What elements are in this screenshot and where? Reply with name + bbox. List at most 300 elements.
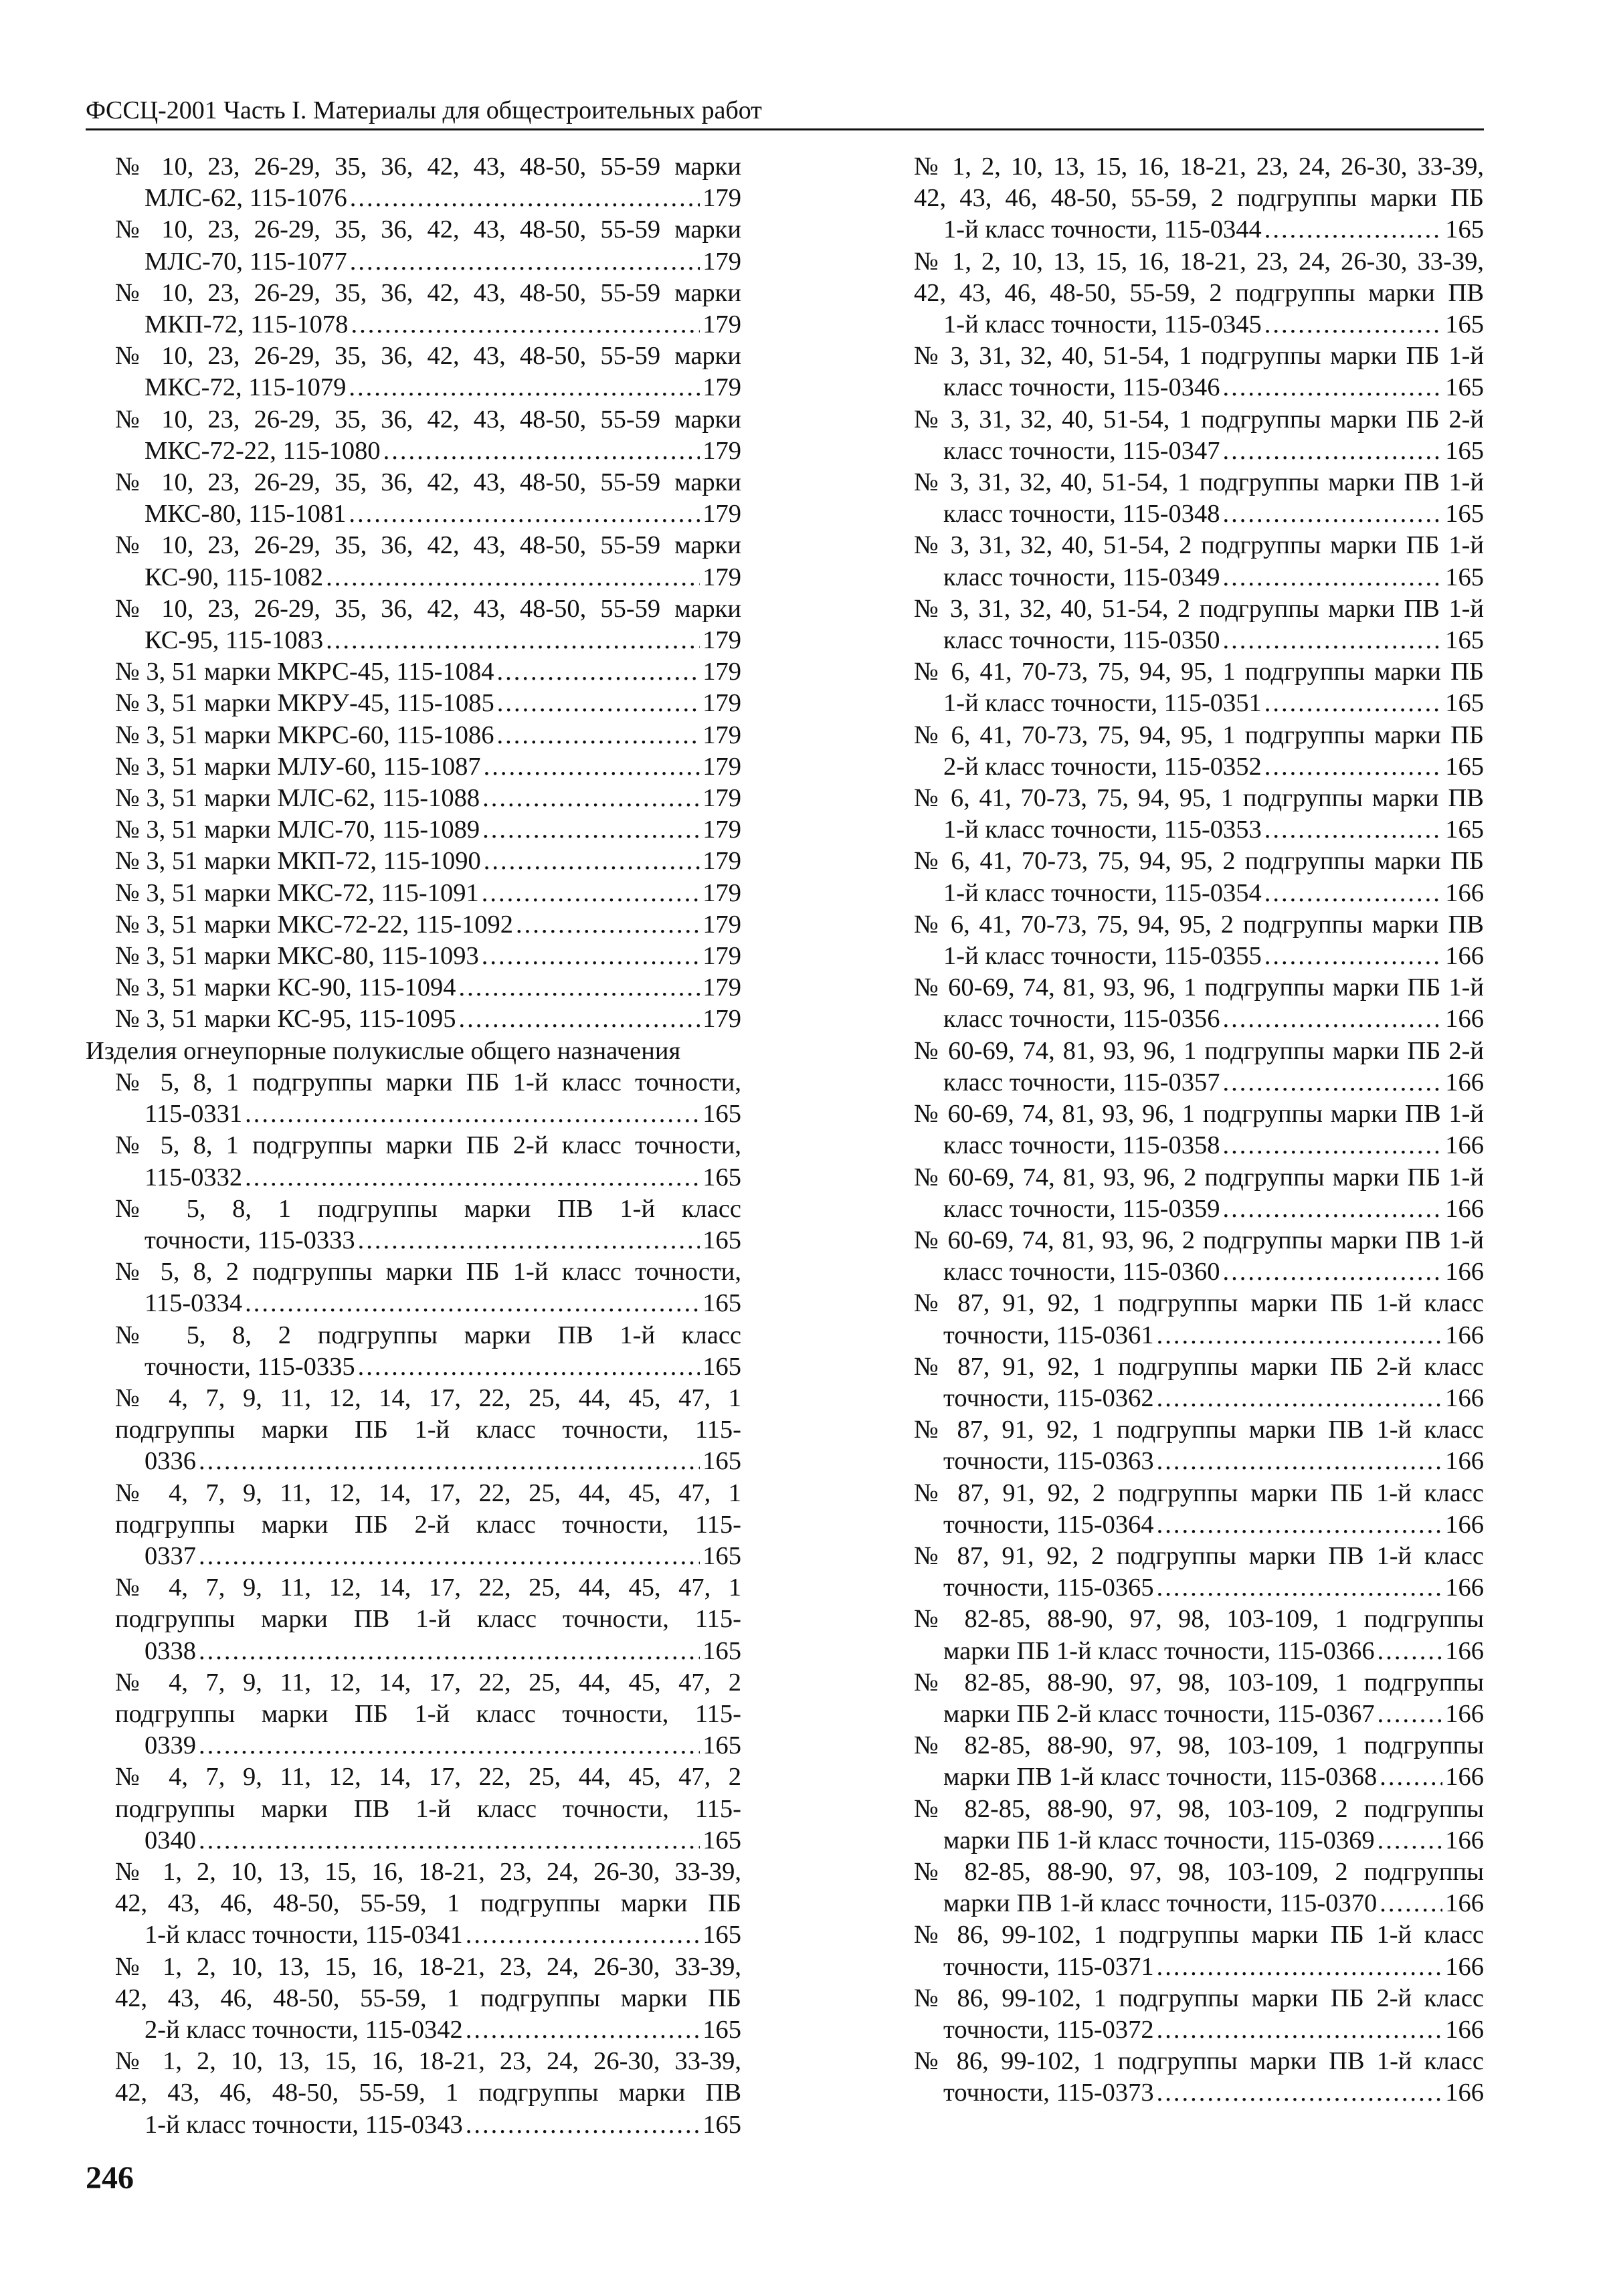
entry-page-ref: 166 [1445,1889,1484,1918]
dot-leader [1157,1509,1443,1541]
dot-leader [383,436,700,467]
index-entry [86,151,741,214]
entry-last-line [943,1383,1484,1414]
entry-text-line: № 10, 23, 26-29, 35, 36, 42, 43, 48-50, 55-59 марки [115,153,741,181]
entry-last-line [145,183,741,214]
index-entry [884,1478,1484,1541]
entry-text-line: № 60-69, 74, 81, 93, 96, 1 подгруппы марки ПБ 1-й [914,973,1484,1002]
entry-text-line: № 4, 7, 9, 11, 12, 14, 17, 22, 25, 44, 45, 47, 1 [115,1573,741,1602]
entry-code: точности, 115-0364 [943,1510,1154,1539]
entry-last-line [943,2014,1484,2046]
index-entry [86,214,741,277]
entry-text-line: № 4, 7, 9, 11, 12, 14, 17, 22, 25, 44, 45, 47, 2 [115,1668,741,1697]
entry-code: точности, 115-0373 [943,2079,1154,2107]
dot-leader [245,1098,700,1130]
entry-page-ref: 165 [702,2015,741,2044]
index-entry [86,278,741,341]
dot-leader [245,1162,700,1193]
entry-last-line [145,1288,741,1319]
index-entry [884,1414,1484,1477]
entry-text-line: 42, 43, 46, 48-50, 55-59, 2 подгруппы марки ПБ [914,184,1484,213]
dot-leader [199,1825,700,1856]
entry-text-line: 42, 43, 46, 48-50, 55-59, 1 подгруппы марки ПВ [115,2079,741,2107]
index-column-left [86,151,741,2141]
entry-text-line: № 1, 2, 10, 13, 15, 16, 18-21, 23, 24, 26-30, 33-39, [115,1857,741,1886]
entry-last-line [115,909,741,941]
entry-text-line: № 5, 8, 1 подгруппы марки ПВ 1-й класс [115,1194,741,1223]
index-entry [86,972,741,1003]
entry-code: класс точности, 115-0358 [943,1131,1220,1160]
entry-last-line [943,751,1484,783]
entry-page-ref: 166 [1445,1573,1484,1602]
entry-page-ref: 165 [1445,373,1484,402]
dot-leader [466,2014,700,2046]
entry-page-ref: 166 [1445,942,1484,971]
entry-last-line [145,1730,741,1761]
entry-page-ref: 165 [702,1921,741,1949]
entry-page-ref: 165 [1445,752,1484,781]
entry-page-ref: 179 [702,816,741,844]
entry-text-line: № 86, 99-102, 1 подгруппы марки ПВ 1-й класс [914,2047,1484,2076]
dot-leader [1380,1761,1442,1793]
index-entry [86,2046,741,2141]
dot-leader [1264,214,1442,246]
entry-code: 1-й класс точности, 115-0351 [943,689,1262,718]
dot-leader [466,2109,700,2141]
index-entry [86,1951,741,2046]
dot-leader [516,909,700,941]
entry-last-line [145,1541,741,1572]
entry-code: № 3, 51 марки МКП-72, 115-1090 [115,847,481,876]
entry-code: точности, 115-0363 [943,1447,1154,1476]
entry-code: МЛС-70, 115-1077 [145,247,347,276]
dot-leader [497,656,700,688]
entry-code: марки ПБ 2-й класс точности, 115-0367 [943,1699,1375,1728]
entry-page-ref: 179 [702,1005,741,1034]
entry-last-line [943,878,1484,909]
index-entry [884,1794,1484,1856]
entry-last-line [943,214,1484,246]
index-entry [86,1383,741,1478]
entry-last-line [145,1919,741,1951]
dot-leader [1222,1256,1442,1288]
entry-last-line [943,1003,1484,1035]
index-entry [884,1604,1484,1666]
entry-text-line: № 82-85, 88-90, 97, 98, 103-109, 1 подгруппы [914,1731,1484,1760]
entry-code: точности, 115-0333 [145,1226,355,1254]
entry-last-line [115,941,741,972]
entry-code: 0338 [145,1636,196,1665]
index-entry [884,846,1484,908]
entry-last-line [145,2109,741,2141]
entry-code: 1-й класс точности, 115-0353 [943,816,1262,844]
index-entry [86,1761,741,1856]
entry-text-line: № 4, 7, 9, 11, 12, 14, 17, 22, 25, 44, 45, 47, 1 [115,1478,741,1507]
index-entry [884,404,1484,467]
entry-page-ref: 179 [702,500,741,529]
entry-code: марки ПВ 1-й класс точности, 115-0370 [943,1889,1378,1918]
entry-last-line [145,498,741,530]
dot-leader [1157,1446,1443,1477]
index-entry [884,1541,1484,1604]
dot-leader [350,183,700,214]
entry-page-ref: 166 [1445,2015,1484,2044]
entry-last-line [145,1825,741,1856]
entry-last-line [943,1888,1484,1919]
dot-leader [1378,1699,1443,1730]
entry-code: № 3, 51 марки МКС-72, 115-1091 [115,878,479,907]
entry-text-line: № 5, 8, 1 подгруппы марки ПБ 2-й класс точности, [115,1131,741,1160]
entry-last-line [943,2077,1484,2109]
entry-page-ref: 166 [1445,2079,1484,2107]
entry-text-line: № 1, 2, 10, 13, 15, 16, 18-21, 23, 24, 26-30, 33-39, [914,247,1484,276]
index-entry [86,593,741,656]
entry-code: класс точности, 115-0350 [943,626,1220,655]
dot-leader [1222,498,1442,530]
entry-last-line [943,1320,1484,1351]
entry-last-line [145,372,741,403]
entry-code: 0339 [145,1731,196,1760]
entry-page-ref: 179 [702,184,741,213]
entry-page-ref: 179 [702,847,741,876]
entry-last-line [943,1446,1484,1477]
page-number: 246 [86,2160,134,2196]
dot-leader [1157,1951,1443,1983]
index-entry [86,404,741,467]
index-entry [86,1256,741,1319]
entry-text-line: № 86, 99-102, 1 подгруппы марки ПБ 2-й класс [914,1984,1484,2012]
entry-last-line [943,1193,1484,1225]
dot-leader [1264,688,1442,719]
index-entry [86,1572,741,1667]
entry-text-line: № 82-85, 88-90, 97, 98, 103-109, 1 подгруппы [914,1605,1484,1634]
entry-text-line: № 10, 23, 26-29, 35, 36, 42, 43, 48-50, 55-59 марки [115,468,741,497]
index-entry [884,1667,1484,1730]
entry-last-line [943,1067,1484,1098]
dot-leader [484,846,700,877]
dot-leader [245,1288,700,1319]
entry-text-line: № 6, 41, 70-73, 75, 94, 95, 1 подгруппы марки ПВ [914,784,1484,813]
entry-text-line: № 10, 23, 26-29, 35, 36, 42, 43, 48-50, 55-59 марки [115,405,741,434]
entry-last-line [943,309,1484,341]
entry-last-line [943,1509,1484,1541]
dot-leader [1157,2014,1443,2046]
entry-code: № 3, 51 марки МКС-80, 115-1093 [115,942,479,971]
dot-leader [1222,1003,1442,1035]
index-entry [86,1478,741,1573]
entry-code: МКС-80, 115-1081 [145,500,347,529]
index-entry [884,593,1484,656]
dot-leader [482,878,700,909]
entry-text-line: подгруппы марки ПБ 2-й класс точности, 115- [115,1510,741,1539]
entry-code: 1-й класс точности, 115-0343 [145,2110,463,2139]
entry-text-line: 42, 43, 46, 48-50, 55-59, 1 подгруппы марки ПБ [115,1984,741,2012]
entry-text-line: № 10, 23, 26-29, 35, 36, 42, 43, 48-50, 55-59 марки [115,342,741,371]
entry-text-line: № 3, 31, 32, 40, 51-54, 1 подгруппы марки ПБ 1-й [914,342,1484,371]
dot-leader [1222,1067,1442,1098]
entry-page-ref: 166 [1445,1510,1484,1539]
entry-page-ref: 165 [702,1636,741,1665]
dot-leader [199,1446,700,1477]
index-entry [884,1036,1484,1098]
entry-page-ref: 179 [702,373,741,402]
entry-page-ref: 166 [1445,1699,1484,1728]
entry-page-ref: 165 [1445,500,1484,529]
entry-text-line: № 10, 23, 26-29, 35, 36, 42, 43, 48-50, 55-59 марки [115,278,741,307]
entry-last-line [943,498,1484,530]
dot-leader [1222,562,1442,593]
index-entry [884,246,1484,341]
entry-page-ref: 166 [1445,1258,1484,1286]
entry-code: № 3, 51 марки МКРС-45, 115-1084 [115,658,494,686]
entry-code: класс точности, 115-0360 [943,1258,1220,1286]
entry-page-ref: 166 [1445,1131,1484,1160]
entry-text-line: № 6, 41, 70-73, 75, 94, 95, 2 подгруппы марки ПБ [914,847,1484,876]
index-entry [86,688,741,719]
entry-code: № 3, 51 марки КС-90, 115-1094 [115,973,456,1002]
entry-page-ref: 179 [702,721,741,749]
entry-text-line: № 87, 91, 92, 1 подгруппы марки ПБ 2-й класс [914,1352,1484,1381]
index-entry [884,909,1484,972]
entry-last-line [145,246,741,278]
entry-page-ref: 166 [1445,1447,1484,1476]
entry-page-ref: 179 [702,910,741,939]
entry-text-line: № 4, 7, 9, 11, 12, 14, 17, 22, 25, 44, 45, 47, 1 [115,1383,741,1412]
entry-page-ref: 166 [1445,1763,1484,1792]
entry-last-line [115,720,741,751]
entry-code: 1-й класс точности, 115-0345 [943,310,1262,339]
entry-last-line [145,562,741,593]
index-entry [86,530,741,593]
entry-page-ref: 166 [1445,1321,1484,1349]
entry-page-ref: 165 [1445,563,1484,591]
entry-page-ref: 179 [702,247,741,276]
dot-leader [1222,372,1442,403]
entry-text-line: № 3, 31, 32, 40, 51-54, 1 подгруппы марки ПБ 2-й [914,405,1484,434]
running-title: ФССЦ-2001 Часть I. Материалы для общестроительных работ [86,96,762,124]
entry-page-ref: 179 [702,784,741,813]
entry-last-line [943,1572,1484,1604]
entry-page-ref: 166 [1445,1636,1484,1665]
entry-last-line [115,1003,741,1035]
entry-code: 2-й класс точности, 115-0352 [943,752,1262,781]
dot-leader [358,1225,700,1256]
entry-page-ref: 179 [702,310,741,339]
entry-code: № 3, 51 марки МКРС-60, 115-1086 [115,721,494,749]
index-entry [86,1067,741,1130]
entry-code: марки ПБ 1-й класс точности, 115-0366 [943,1636,1375,1665]
index-entry [884,2046,1484,2109]
entry-page-ref: 165 [702,1226,741,1254]
entry-last-line [115,878,741,909]
index-entry [884,1288,1484,1351]
entry-page-ref: 165 [1445,215,1484,244]
entry-text-line: № 87, 91, 92, 1 подгруппы марки ПВ 1-й класс [914,1416,1484,1444]
entry-page-ref: 179 [702,689,741,718]
dot-leader [199,1636,700,1667]
entry-code: 1-й класс точности, 115-0355 [943,942,1262,971]
entry-code: КС-90, 115-1082 [145,563,324,591]
entry-page-ref: 166 [1445,1005,1484,1034]
entry-last-line [943,941,1484,972]
entry-text-line: № 82-85, 88-90, 97, 98, 103-109, 2 подгруппы [914,1794,1484,1823]
dot-leader [199,1541,700,1572]
dot-leader [351,309,700,341]
index-entry [86,783,741,814]
entry-code: МКП-72, 115-1078 [145,310,349,339]
entry-code: 2-й класс точности, 115-0342 [145,2015,463,2044]
entry-text-line: № 1, 2, 10, 13, 15, 16, 18-21, 23, 24, 26-30, 33-39, [914,153,1484,181]
entry-last-line [943,1825,1484,1856]
entry-page-ref: 179 [702,626,741,655]
entry-text-line: № 87, 91, 92, 2 подгруппы марки ПВ 1-й класс [914,1541,1484,1570]
entry-code: марки ПВ 1-й класс точности, 115-0368 [943,1763,1378,1792]
entry-code: класс точности, 115-0347 [943,436,1220,465]
entry-text-line: № 3, 31, 32, 40, 51-54, 2 подгруппы марки ПВ 1-й [914,594,1484,623]
entry-code: класс точности, 115-0356 [943,1005,1220,1034]
entry-code: 1-й класс точности, 115-0344 [943,215,1262,244]
dot-leader [1264,814,1442,846]
entry-page-ref: 165 [1445,310,1484,339]
entry-code: № 3, 51 марки КС-95, 115-1095 [115,1005,456,1034]
entry-code: 0340 [145,1826,196,1854]
entry-code: № 3, 51 марки МКС-72-22, 115-1092 [115,910,514,939]
dot-leader [1157,1572,1443,1604]
index-entry [86,1667,741,1762]
entry-last-line [115,688,741,719]
index-entry [86,909,741,941]
index-entry [86,1320,741,1383]
index-entry [86,1003,741,1035]
index-entry [86,656,741,688]
entry-last-line [943,1951,1484,1983]
index-entry [86,341,741,403]
entry-code: КС-95, 115-1083 [145,626,324,655]
index-entry [884,151,1484,246]
entry-code: точности, 115-0371 [943,1952,1154,1981]
entry-page-ref: 165 [702,2110,741,2139]
entry-code: класс точности, 115-0357 [943,1068,1220,1096]
entry-last-line [145,1446,741,1477]
dot-leader [1264,941,1442,972]
entry-last-line [145,625,741,656]
index-entry [86,467,741,530]
entry-code: класс точности, 115-0348 [943,500,1220,529]
entry-code: 0337 [145,1541,196,1570]
entry-page-ref: 165 [1445,689,1484,718]
dot-leader [358,1351,700,1383]
entry-text-line: № 1, 2, 10, 13, 15, 16, 18-21, 23, 24, 26-30, 33-39, [115,1952,741,1981]
dot-leader [458,972,700,1003]
entry-text-line: подгруппы марки ПБ 1-й класс точности, 115- [115,1699,741,1728]
entry-code: 115-0331 [145,1100,243,1129]
dot-leader [1264,878,1442,909]
entry-page-ref: 165 [702,1163,741,1191]
entry-last-line [943,1636,1484,1667]
index-entry [884,1098,1484,1161]
entry-page-ref: 166 [1445,878,1484,907]
entry-page-ref: 165 [1445,436,1484,465]
entry-code: № 3, 51 марки МЛУ-60, 115-1087 [115,752,481,781]
index-entry [884,972,1484,1035]
entry-code: № 3, 51 марки МКРУ-45, 115-1085 [115,689,494,718]
entry-last-line [145,1351,741,1383]
entry-page-ref: 165 [702,1541,741,1570]
entry-text-line: 42, 43, 46, 48-50, 55-59, 2 подгруппы марки ПВ [914,278,1484,307]
dot-leader [1222,436,1442,467]
index-entry [86,814,741,846]
entry-last-line [115,972,741,1003]
entry-text-line: № 10, 23, 26-29, 35, 36, 42, 43, 48-50, 55-59 марки [115,531,741,560]
index-entry [884,656,1484,719]
dot-leader [466,1919,700,1951]
index-entry [884,467,1484,530]
entry-text-line: подгруппы марки ПВ 1-й класс точности, 115- [115,1605,741,1634]
entry-code: МКС-72-22, 115-1080 [145,436,381,465]
entry-text-line: № 6, 41, 70-73, 75, 94, 95, 2 подгруппы марки ПВ [914,910,1484,939]
entry-code: марки ПБ 1-й класс точности, 115-0369 [943,1826,1375,1854]
entry-text-line: № 60-69, 74, 81, 93, 96, 1 подгруппы марки ПВ 1-й [914,1100,1484,1129]
dot-leader [326,562,700,593]
entry-page-ref: 166 [1445,1952,1484,1981]
index-entry [86,720,741,751]
entry-text-line: подгруппы марки ПБ 1-й класс точности, 115- [115,1416,741,1444]
index-entry [884,1919,1484,1982]
entry-page-ref: 165 [702,1731,741,1760]
entry-page-ref: 165 [702,1289,741,1318]
entry-last-line [115,814,741,846]
index-entry [86,941,741,972]
entry-text-line: № 1, 2, 10, 13, 15, 16, 18-21, 23, 24, 26-30, 33-39, [115,2047,741,2076]
entry-page-ref: 179 [702,752,741,781]
index-entry [884,1856,1484,1919]
entry-text-line: № 5, 8, 2 подгруппы марки ПБ 1-й класс точности, [115,1258,741,1286]
entry-code: точности, 115-0361 [943,1321,1154,1349]
index-entry [86,751,741,783]
index-entry [884,530,1484,593]
entry-text-line: № 87, 91, 92, 2 подгруппы марки ПБ 1-й класс [914,1478,1484,1507]
dot-leader [1380,1888,1442,1919]
entry-text-line: № 3, 31, 32, 40, 51-54, 2 подгруппы марки ПБ 1-й [914,531,1484,560]
entry-code: точности, 115-0372 [943,2015,1154,2044]
entry-code: 1-й класс точности, 115-0341 [145,1921,463,1949]
index-entry [86,846,741,877]
entry-last-line [943,1761,1484,1793]
entry-text-line: № 6, 41, 70-73, 75, 94, 95, 1 подгруппы марки ПБ [914,721,1484,749]
dot-leader [497,720,700,751]
entry-code: 115-0332 [145,1163,243,1191]
entry-text-line: № 5, 8, 2 подгруппы марки ПВ 1-й класс [115,1321,741,1349]
entry-page-ref: 165 [702,1826,741,1854]
entry-last-line [115,751,741,783]
entry-text-line: № 82-85, 88-90, 97, 98, 103-109, 2 подгруппы [914,1857,1484,1886]
dot-leader [1222,1130,1442,1161]
entry-text-line: 42, 43, 46, 48-50, 55-59, 1 подгруппы марки ПБ [115,1889,741,1918]
entry-last-line [115,783,741,814]
entry-text-line: № 60-69, 74, 81, 93, 96, 2 подгруппы марки ПВ 1-й [914,1226,1484,1254]
dot-leader [482,783,700,814]
index-entry [884,341,1484,403]
dot-leader [199,1730,700,1761]
entry-last-line [145,309,741,341]
entry-code: точности, 115-0362 [943,1383,1154,1412]
entry-page-ref: 179 [702,563,741,591]
entry-page-ref: 165 [1445,626,1484,655]
dot-leader [482,941,700,972]
dot-leader [1222,625,1442,656]
dot-leader [349,498,700,530]
entry-page-ref: 165 [702,1100,741,1129]
